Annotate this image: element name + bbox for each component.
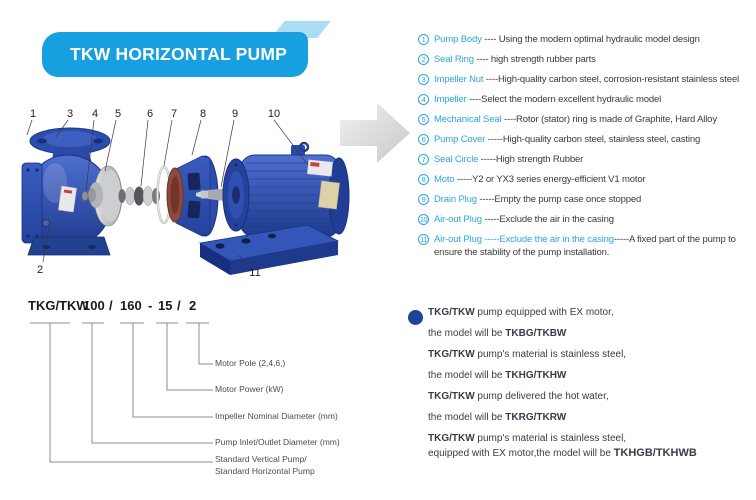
part-desc: -----Y2 or YX3 series energy-efficient V1 motor [454, 174, 646, 185]
model-code-sep3: / [177, 298, 181, 313]
part-desc: -----Exclude the air in the casing [481, 214, 614, 225]
callout-10: 10 [267, 108, 281, 120]
part-name: Impeller Nut [434, 74, 484, 85]
part-desc: ---- high strength rubber parts [473, 54, 596, 65]
callout-5: 5 [114, 108, 122, 120]
part-list-item [418, 233, 756, 259]
model-code-impeller: 160 [120, 298, 142, 313]
part-desc: ----Rotor (stator) ring is made of Graphite, Hard Alloy [501, 114, 717, 125]
circled-number: 2 [418, 54, 429, 65]
callout-6: 6 [146, 108, 154, 120]
circled-number: 3 [418, 74, 429, 85]
model-code-power: 15 [158, 298, 173, 313]
part-list-item [418, 33, 756, 46]
model-code-pole: 2 [189, 298, 197, 313]
part-desc: ----High-quality carbon steel, corrosion-resistant stainless steel [483, 74, 739, 85]
circled-number: 9 [418, 194, 429, 205]
model-code-tree-lines [20, 318, 220, 468]
note-line: the model will be TKHG/TKHW [428, 370, 567, 381]
circled-number: 1 [418, 34, 429, 45]
part-name: Pump Cover [434, 134, 486, 145]
part-list-item [418, 213, 756, 226]
model-code [0, 298, 260, 314]
page-title: TKW HORIZONTAL PUMP [70, 44, 288, 64]
part-list-item [418, 153, 756, 166]
part-list-item [418, 113, 756, 126]
part-list-item [418, 73, 756, 86]
label-motor-power: Motor Power (kW) [215, 384, 284, 394]
part-name: Pump Body [434, 34, 482, 45]
note-line: TKG/TKW pump's material is stainless steel, [428, 349, 627, 360]
part-name: Air-out Plug -----Exclude the air in the casing [434, 234, 614, 245]
callout-3: 3 [66, 108, 74, 120]
part-desc: ----Select the modern excellent hydraulic model [466, 94, 662, 105]
part-name: Moto [434, 174, 455, 185]
model-variant-notes [428, 306, 750, 468]
part-name: Drain Plug [434, 194, 477, 205]
part-name: Seal Ring [434, 54, 474, 65]
model-variant-code: TKBG/TKBW [505, 328, 567, 339]
note-line: TKG/TKW pump's material is stainless steel, [428, 433, 627, 444]
part-name: Air-out Plug [434, 214, 482, 225]
circled-number: 6 [418, 134, 429, 145]
callout-2: 2 [36, 264, 44, 276]
part-list-item [418, 133, 756, 146]
circled-number: 10 [419, 215, 428, 224]
label-standard-vertical: Standard Vertical Pump/ [215, 454, 307, 464]
callout-9: 9 [231, 108, 239, 120]
note-line: the model will be TKRG/TKRW [428, 412, 567, 423]
label-impeller-diameter: Impeller Nominal Diameter (mm) [215, 411, 338, 421]
circled-number: 5 [418, 114, 429, 125]
title-banner [42, 32, 308, 77]
note-line: the model will be TKBG/TKBW [428, 328, 567, 339]
callout-7: 7 [170, 108, 178, 120]
circled-number: 7 [418, 154, 429, 165]
part-list-item [418, 53, 756, 66]
parts-list [418, 33, 756, 266]
model-code-inlet: 100 [83, 298, 105, 313]
label-standard-horizontal: Standard Horizontal Pump [215, 466, 315, 476]
note-line: equipped with EX motor,the model will be TKHGB/TKHWB [428, 447, 697, 459]
model-code-sep2: - [148, 298, 153, 313]
motor-shape [196, 143, 349, 237]
part-name: Impeller [434, 94, 467, 105]
label-motor-pole: Motor Pole (2,4,6,) [215, 358, 286, 368]
part-desc: -----A fixed part of the pump to ensure the stability of the pump installation. [434, 234, 736, 258]
part-name: Seal Circle [434, 154, 479, 165]
callout-11: 11 [249, 267, 261, 279]
circled-number: 4 [418, 94, 429, 105]
part-list-item [418, 193, 756, 206]
part-desc: -----High-quality carbon steel, stainless steel, casting [485, 134, 701, 145]
model-variant-code: TKHG/TKHW [505, 370, 567, 381]
callout-8: 8 [199, 108, 207, 120]
circled-number: 8 [418, 174, 429, 185]
part-list-item [418, 93, 756, 106]
part-desc: -----High strength Rubber [478, 154, 584, 165]
model-variant-code: TKRG/TKRW [505, 412, 567, 423]
callout-4: 4 [91, 108, 99, 120]
note-line: TKG/TKW pump equipped with EX motor, [428, 307, 614, 318]
bullet-icon [408, 310, 423, 325]
part-name: Mechanical Seal [434, 114, 502, 125]
model-code-series: TKG/TKW [28, 298, 89, 313]
label-inlet-outlet: Pump Inlet/Outlet Diameter (mm) [215, 437, 340, 447]
note-line: TKG/TKW pump delivered the hot water, [428, 391, 609, 402]
part-list-item [418, 173, 756, 186]
part-desc: -----Empty the pump case once stopped [476, 194, 642, 205]
model-code-sep1: / [109, 298, 113, 313]
part-desc: ---- Using the modern optimal hydraulic model design [481, 34, 700, 45]
right-arrow-icon [340, 100, 410, 163]
circled-number: 11 [418, 234, 429, 245]
mechanical-seal-shape [119, 187, 161, 206]
callout-1: 1 [29, 108, 37, 120]
base-plate-shape [200, 225, 338, 275]
model-variant-code: TKHGB/TKHWB [613, 447, 697, 459]
